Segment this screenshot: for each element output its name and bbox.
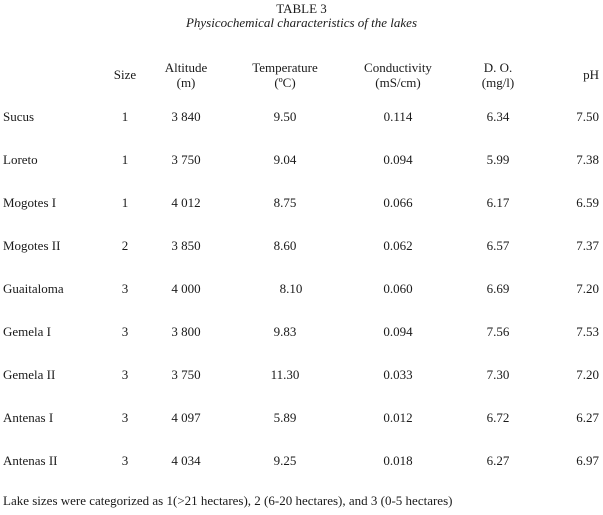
table-caption: Physicochemical characteristics of the lakes — [185, 15, 418, 30]
temperature-cell: 9.83 — [273, 324, 297, 339]
ph-cell: 7.38 — [576, 152, 599, 167]
ph-cell: 7.20 — [576, 367, 599, 382]
size-cell: 3 — [121, 453, 129, 468]
size-cell: 3 — [121, 281, 129, 296]
conductivity-cell: 0.012 — [383, 410, 413, 425]
conductivity-cell: 0.033 — [383, 367, 413, 382]
temperature-cell: 11.30 — [270, 367, 300, 382]
temperature-cell: 9.50 — [273, 109, 297, 124]
lake-name: Sucus — [3, 109, 35, 124]
header-ph: pH — [583, 67, 599, 82]
lake-name: Gemela II — [3, 367, 56, 382]
temperature-cell: 8.10 — [279, 281, 303, 296]
size-cell: 1 — [121, 109, 129, 124]
do-cell: 7.30 — [486, 367, 510, 382]
conductivity-cell: 0.066 — [383, 195, 413, 210]
altitude-cell: 4 034 — [171, 453, 201, 468]
ph-cell: 6.59 — [576, 195, 599, 210]
temperature-cell: 5.89 — [273, 410, 297, 425]
size-cell: 1 — [121, 195, 129, 210]
lake-name: Gemela I — [3, 324, 52, 339]
ph-cell: 7.50 — [576, 109, 599, 124]
do-cell: 6.17 — [486, 195, 510, 210]
size-cell: 2 — [121, 238, 129, 253]
lake-name: Antenas I — [3, 410, 54, 425]
lake-name: Guaitaloma — [3, 281, 64, 296]
size-cell: 1 — [121, 152, 129, 167]
do-cell: 6.72 — [486, 410, 510, 425]
table-number: TABLE 3 — [276, 1, 327, 16]
ph-cell: 7.53 — [576, 324, 599, 339]
ph-cell: 7.37 — [576, 238, 599, 253]
size-cell: 3 — [121, 367, 129, 382]
temperature-cell: 9.04 — [273, 152, 297, 167]
conductivity-cell: 0.062 — [383, 238, 413, 253]
temperature-cell: 8.75 — [273, 195, 297, 210]
altitude-cell: 3 840 — [171, 109, 201, 124]
do-cell: 6.34 — [486, 109, 510, 124]
ph-cell: 7.20 — [576, 281, 599, 296]
altitude-cell: 4 000 — [171, 281, 201, 296]
size-cell: 3 — [121, 410, 129, 425]
header-altitude: Altitude (m) — [164, 60, 208, 90]
conductivity-cell: 0.094 — [383, 324, 413, 339]
header-temperature: Temperature (ºC) — [252, 60, 318, 90]
do-cell: 7.56 — [486, 324, 510, 339]
lake-name: Antenas II — [3, 453, 58, 468]
lake-name: Loreto — [3, 152, 38, 167]
do-cell: 5.99 — [486, 152, 510, 167]
conductivity-cell: 0.094 — [383, 152, 413, 167]
lake-name: Mogotes I — [3, 195, 57, 210]
header-conductivity: Conductivity (mS/cm) — [364, 60, 432, 90]
temperature-cell: 9.25 — [273, 453, 297, 468]
conductivity-cell: 0.060 — [383, 281, 413, 296]
altitude-cell: 4 097 — [171, 410, 201, 425]
do-cell: 6.57 — [486, 238, 510, 253]
do-cell: 6.27 — [486, 453, 510, 468]
conductivity-cell: 0.018 — [383, 453, 413, 468]
ph-cell: 6.97 — [576, 453, 599, 468]
conductivity-cell: 0.114 — [383, 109, 413, 124]
altitude-cell: 4 012 — [171, 195, 201, 210]
altitude-cell: 3 800 — [171, 324, 201, 339]
size-cell: 3 — [121, 324, 129, 339]
lake-name: Mogotes II — [3, 238, 61, 253]
altitude-cell: 3 750 — [171, 367, 201, 382]
altitude-cell: 3 750 — [171, 152, 201, 167]
table-footnote: Lake sizes were categorized as 1(>21 hectares), 2 (6-20 hectares), and 3 (0-5 hectares) — [3, 493, 453, 508]
temperature-cell: 8.60 — [273, 238, 297, 253]
header-dissolved-oxygen: D. O. (mg/l) — [481, 60, 515, 90]
ph-cell: 6.27 — [576, 410, 599, 425]
header-size: Size — [113, 67, 137, 82]
altitude-cell: 3 850 — [171, 238, 201, 253]
do-cell: 6.69 — [486, 281, 510, 296]
